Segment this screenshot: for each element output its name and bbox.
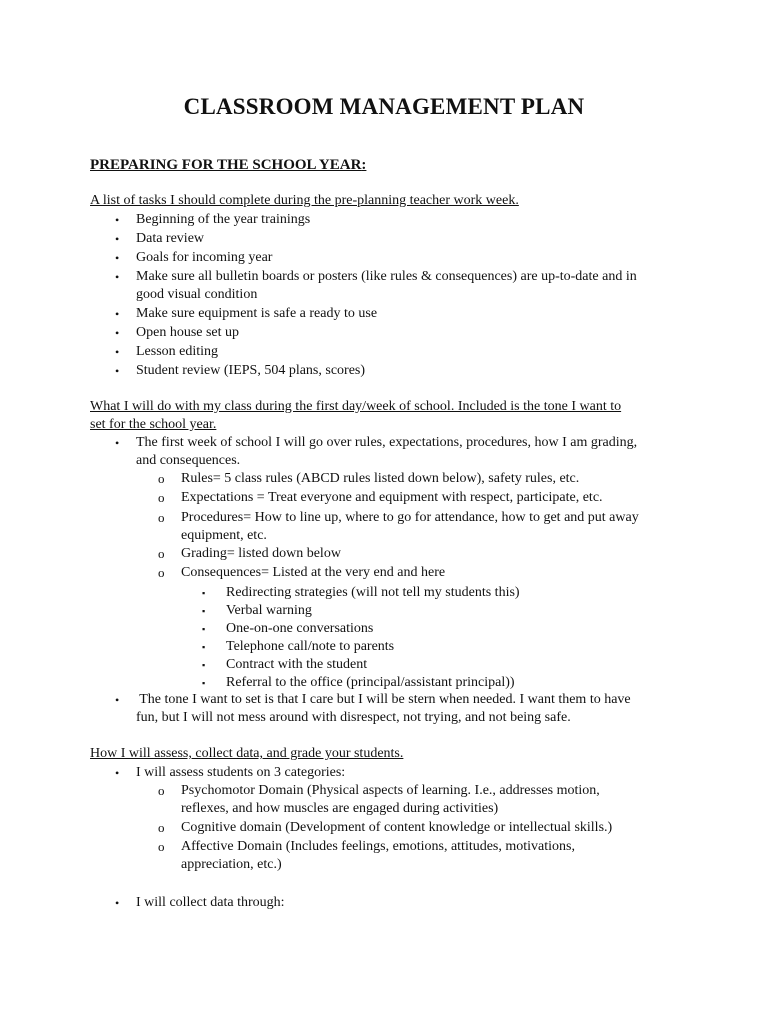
bullet-icon: • [115,307,120,321]
list-item: Make sure all bulletin boards or posters (like rules & consequences) are up-to-date and in [136,269,637,284]
bullet-icon: • [115,364,120,378]
list-item: The first week of school I will go over rules, expectations, procedures, how I am grading, [136,435,638,450]
sub-list-item: Affective Domain (Includes feelings, emotions, attitudes, motivations, [181,839,575,854]
sub-list-item: Procedures= How to line up, where to go for attendance, how to get and put away [181,510,639,525]
section1-intro: A list of tasks I should complete during the pre-planning teacher work week. [90,193,519,208]
list-item: Make sure equipment is safe a ready to use [136,306,378,321]
list-item-continuation: fun, but I will not mess around with disrespect, not trying, and not being safe. [136,710,571,725]
list-item: Open house set up [136,325,240,340]
consequence-item: Contract with the student [226,657,368,672]
list-item: Goals for incoming year [136,250,273,265]
sub-bullet-icon: o [158,839,165,854]
list-item-continuation: good visual condition [136,287,258,302]
sub-list-item: Grading= listed down below [181,546,341,561]
bullet-icon: • [115,251,120,265]
sub-bullet-icon: o [158,783,165,798]
list-item-continuation: and consequences. [136,453,241,468]
bullet-icon: • [115,213,120,227]
section3-intro: How I will assess, collect data, and grade your students. [90,746,404,761]
list-item: Beginning of the year trainings [136,212,311,227]
list-item: Lesson editing [136,344,219,359]
sub-list-item: Rules= 5 class rules (ABCD rules listed down below), safety rules, etc. [181,471,580,486]
section2-intro: What I will do with my class during the first day/week of school. Included is the tone I want to [90,399,622,414]
sub-list-item-continuation: appreciation, etc.) [181,857,282,872]
list-item: Data review [136,231,205,246]
sub-list-item: Cognitive domain (Development of content knowledge or intellectual skills.) [181,820,613,835]
list-item: Student review (IEPS, 504 plans, scores) [136,363,366,378]
consequence-item: Referral to the office (principal/assistant principal)) [226,675,515,690]
consequence-item: Verbal warning [226,603,312,618]
bullet-icon: • [115,896,120,910]
sub-bullet-icon: o [158,471,165,486]
consequence-item: One-on-one conversations [226,621,374,636]
sub-list-item: Expectations = Treat everyone and equipment with respect, participate, etc. [181,490,603,505]
section-heading-colon: : [361,157,367,173]
bullet-icon: • [115,766,120,780]
consequence-item: Redirecting strategies (will not tell my students this) [226,585,520,600]
square-bullet-icon: ▪ [202,588,206,598]
section-heading [90,157,366,174]
sub-bullet-icon: o [158,565,165,580]
sub-list-item-continuation: equipment, etc. [181,528,267,543]
section2-intro-continuation: set for the school year. [90,417,217,432]
square-bullet-icon: ▪ [202,606,206,616]
bullet-icon: • [115,326,120,340]
bullet-icon: • [115,270,120,284]
sub-list-item-continuation: reflexes, and how muscles are engaged during activities) [181,801,499,816]
sub-bullet-icon: o [158,510,165,525]
list-item: I will assess students on 3 categories: [136,765,346,780]
consequence-item: Telephone call/note to parents [226,639,395,654]
bullet-icon: • [115,345,120,359]
square-bullet-icon: ▪ [202,642,206,652]
list-item: I will collect data through: [136,895,285,910]
square-bullet-icon: ▪ [202,678,206,688]
square-bullet-icon: ▪ [202,624,206,634]
list-item: The tone I want to set is that I care but I will be stern when needed. I want them to have [136,692,631,707]
square-bullet-icon: ▪ [202,660,206,670]
sub-bullet-icon: o [158,820,165,835]
section-heading-text: PREPARING FOR THE SCHOOL YEAR [90,157,362,173]
bullet-icon: • [115,693,120,707]
sub-list-item: Psychomotor Domain (Physical aspects of learning. I.e., addresses motion, [181,783,600,798]
document-title: CLASSROOM MANAGEMENT PLAN [183,94,585,119]
sub-bullet-icon: o [158,546,165,561]
bullet-icon: • [115,232,120,246]
bullet-icon: • [115,436,120,450]
sub-list-item: Consequences= Listed at the very end and here [181,565,446,580]
sub-bullet-icon: o [158,490,165,505]
